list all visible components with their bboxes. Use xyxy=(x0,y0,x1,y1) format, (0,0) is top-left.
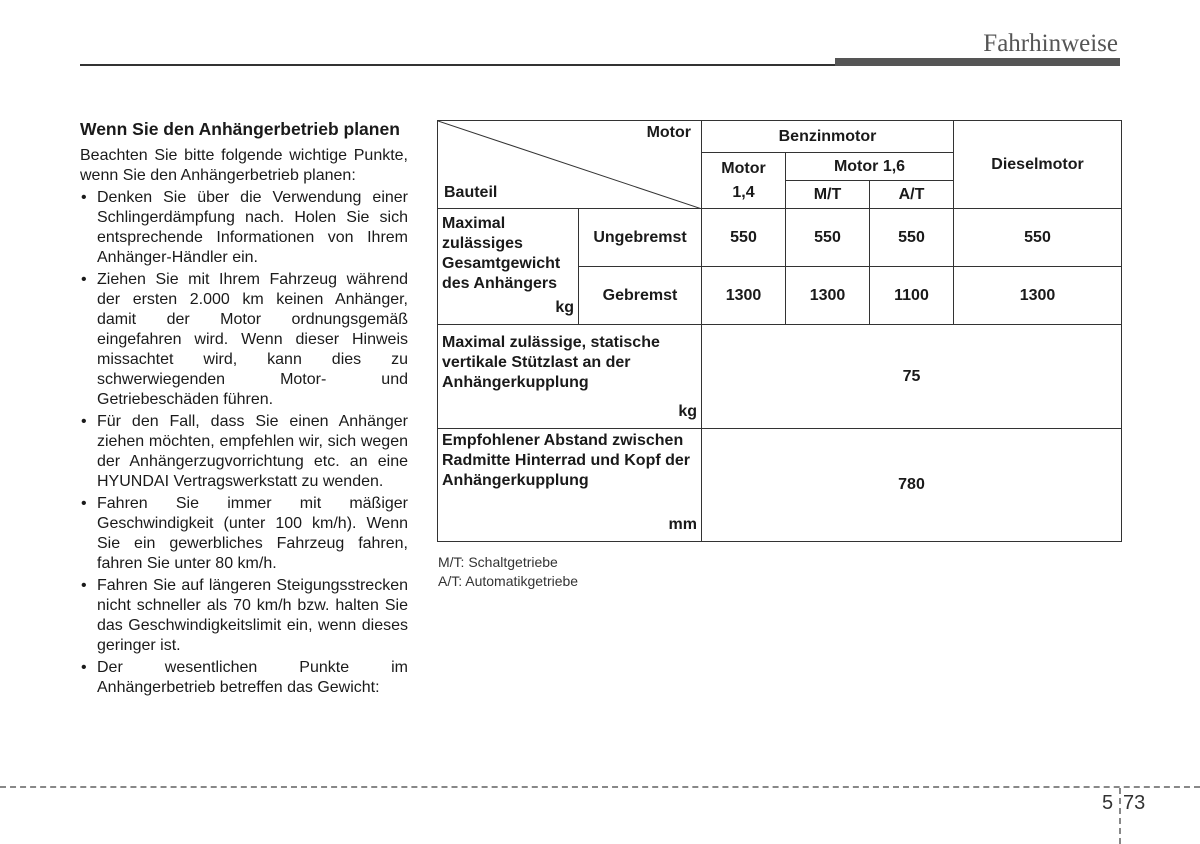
header-at: A/T xyxy=(870,181,954,209)
intro-text: Beachten Sie bitte folgende wichtige Punkte, wenn Sie den Anhängerbetrieb planen: xyxy=(80,147,408,184)
page-header-title: Fahrhinweise xyxy=(983,30,1118,57)
note-at: A/T: Automatikgetriebe xyxy=(438,573,579,589)
list-item: • Fahren Sie auf längeren Steigungsstrecken nicht schneller als 70 km/h bzw. halten Sie das Geschwindigkeitslimit ein, wenn dieses geringer ist. xyxy=(80,576,408,656)
unit-kg: kg xyxy=(555,299,574,316)
cell-ungebremst-motor14: 550 xyxy=(702,209,786,267)
page-number-value: 73 xyxy=(1123,792,1146,814)
cell-abstand-value: 780 xyxy=(702,429,1122,542)
sublabel-ungebremst: Ungebremst xyxy=(579,209,702,267)
header-dieselmotor: Dieselmotor xyxy=(954,121,1122,209)
list-item: • Ziehen Sie mit Ihrem Fahrzeug während der ersten 2.000 km keinen Anhänger, damit der Motor ordnungsgemäß eingefahren wird. Wenn dieser Hinweis missachtet wird, kann dies zu schwerwiegenden Motor- und Getriebeschäden führen. xyxy=(80,270,408,410)
cell-stuetzlast-value: 75 xyxy=(702,325,1122,429)
cell-ungebremst-mt: 550 xyxy=(786,209,870,267)
corner-header-cell xyxy=(438,121,702,209)
footer-dashed-rule xyxy=(0,786,1200,788)
section-heading: Wenn Sie den Anhängerbetrieb planen xyxy=(80,119,400,139)
header-motor-1-6: Motor 1,6 xyxy=(786,153,954,181)
list-item: • Denken Sie über die Verwendung einer Schlingerdämpfung nach. Holen Sie sich entsprechende Informationen von Ihrem Anhänger-Händler ein. xyxy=(80,188,408,268)
cell-gebremst-motor14: 1300 xyxy=(702,267,786,325)
note-mt: M/T: Schaltgetriebe xyxy=(438,554,558,570)
header-mt: M/T xyxy=(786,181,870,209)
list-item: • Fahren Sie immer mit mäßiger Geschwindigkeit (unter 100 km/h). Wenn Sie ein gewerbliches Fahrzeug fahren, fahren Sie unter 80 km/h. xyxy=(80,494,408,574)
sublabel-gebremst: Gebremst xyxy=(579,267,702,325)
row-label-abstand xyxy=(438,429,702,542)
bullet-list xyxy=(80,188,408,698)
cell-ungebremst-at: 550 xyxy=(870,209,954,267)
unit-kg: kg xyxy=(678,403,697,420)
cell-gebremst-mt: 1300 xyxy=(786,267,870,325)
header-benzinmotor: Benzinmotor xyxy=(702,121,954,153)
footer-separator xyxy=(1119,788,1121,844)
row-label-gesamtgewicht xyxy=(438,209,579,325)
table-notes xyxy=(438,553,578,591)
left-column xyxy=(80,118,408,700)
list-item: • Der wesentlichen Punkte im Anhängerbetrieb betreffen das Gewicht: xyxy=(80,658,408,698)
row-label-text: Maximal zulässiges Gesamtgewicht des Anhängers xyxy=(442,215,561,292)
unit-mm: mm xyxy=(668,516,697,533)
cell-ungebremst-diesel: 550 xyxy=(954,209,1122,267)
row-label-text: Empfohlener Abstand zwischen Radmitte Hinterrad und Kopf der Anhängerkupplung xyxy=(442,432,691,489)
header-accent-bar xyxy=(835,58,1120,66)
cell-gebremst-at: 1100 xyxy=(870,267,954,325)
trailer-load-table xyxy=(437,120,1122,542)
chapter-number: 5 xyxy=(1102,792,1114,814)
corner-label-motor: Motor xyxy=(646,124,691,141)
list-item: • Für den Fall, dass Sie einen Anhänger ziehen möchten, empfehlen wir, sich wegen der Anhängerzugvorrichtung etc. an eine HYUNDAI Vertragswerkstatt zu wenden. xyxy=(80,412,408,492)
header-motor-1-4: Motor 1,4 xyxy=(702,153,786,209)
corner-label-bauteil: Bauteil xyxy=(444,184,498,201)
row-label-stuetzlast xyxy=(438,325,702,429)
cell-gebremst-diesel: 1300 xyxy=(954,267,1122,325)
row-label-text: Maximal zulässige, statische vertikale Stützlast an der Anhängerkupplung xyxy=(442,334,660,391)
